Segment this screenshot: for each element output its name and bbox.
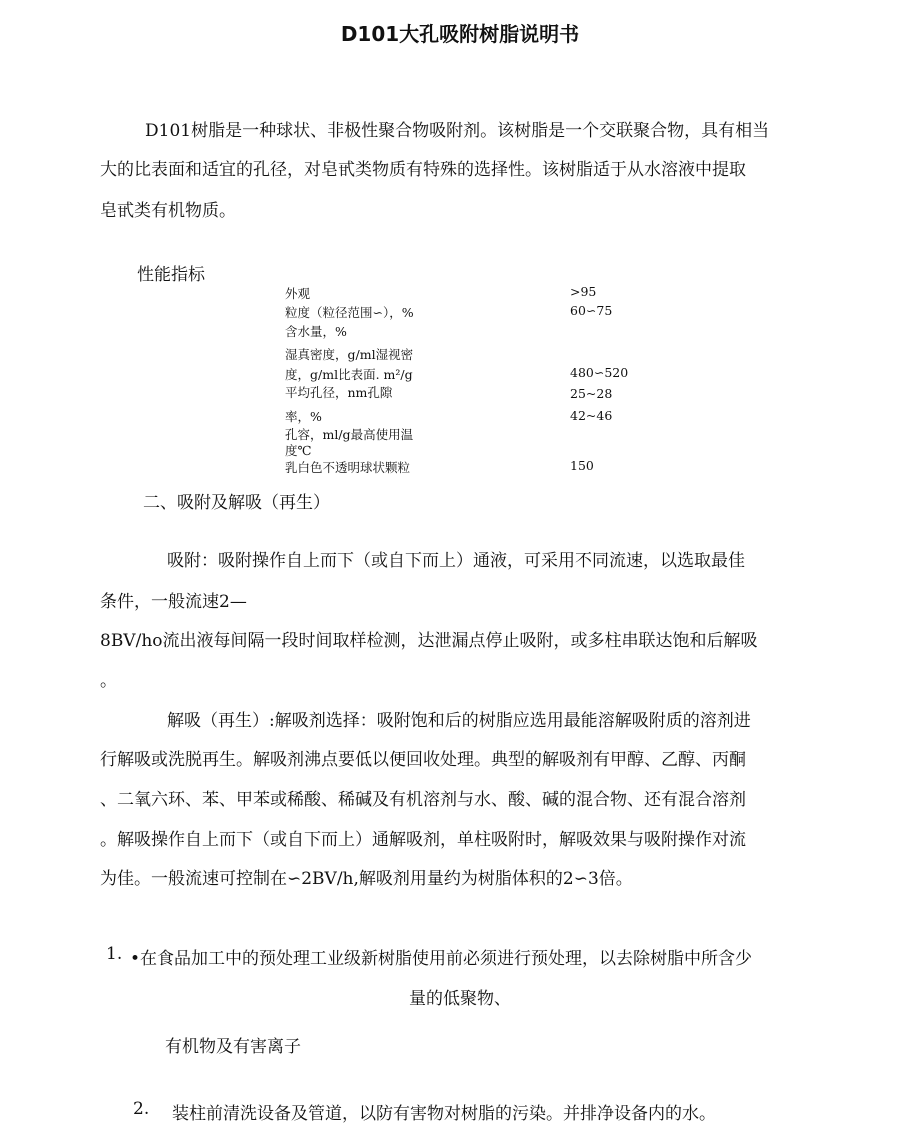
adsorption-line: 吸附：吸附操作自上而下（或自下而上）通液，可采用不同流速，以选取最佳 [167, 551, 745, 571]
spec-value: 480∽520 [570, 365, 629, 380]
spec-value: 25~28 [570, 386, 613, 401]
spec-label: 率，% [285, 409, 322, 424]
spec-value: >95 [570, 284, 597, 299]
adsorption-line: 8BV/ho流出液每间隔一段时间取样检测，达泄漏点停止吸附，或多柱串联达饱和后解吸 [100, 631, 758, 651]
spec-label: 湿真密度，g/ml湿视密 [285, 347, 414, 362]
spec-value: 150 [570, 458, 594, 473]
list-item-text: 装柱前清洗设备及管道，以防有害物对树脂的污染。并排净设备内的水。 [172, 1104, 716, 1124]
list-item-number: 1. [106, 944, 123, 964]
page-title: D101大孔吸附树脂说明书 [340, 22, 580, 46]
spec-label: 外观 [285, 286, 311, 301]
spec-label: 度℃ [285, 443, 312, 458]
spec-value: 42~46 [570, 408, 613, 423]
spec-label: 粒度（粒径范围∽），% [285, 305, 414, 320]
section-heading: 二、吸附及解吸（再生） [143, 493, 330, 513]
specs-heading: 性能指标 [137, 265, 205, 285]
list-item-text: 量的低聚物、 [409, 989, 511, 1009]
spec-value: 60∽75 [570, 303, 613, 318]
list-item-text: •在食品加工中的预处理工业级新树脂使用前必须进行预处理，以去除树脂中所含少 [130, 949, 753, 969]
spec-label: 孔容，ml/g最高使用温 [285, 427, 414, 442]
spec-label: 度，g/ml比表面. m²/g [285, 367, 413, 382]
desorption-line: 。解吸操作自上而下（或自下而上）通解吸剂，单柱吸附时，解吸效果与吸附操作对流 [100, 830, 746, 850]
list-item-text: 有机物及有害离子 [165, 1037, 301, 1057]
desorption-line: 、二氧六环、苯、甲苯或稀酸、稀碱及有机溶剂与水、酸、碱的混合物、还有混合溶剂 [100, 790, 746, 810]
desorption-line: 解吸（再生）:解吸剂选择：吸附饱和后的树脂应选用最能溶解吸附质的溶剂进 [167, 711, 751, 731]
adsorption-line: 。 [100, 671, 117, 691]
intro-line: D101树脂是一种球状、非极性聚合物吸附剂。该树脂是一个交联聚合物，具有相当 [145, 121, 770, 141]
list-item-number: 2. [133, 1099, 150, 1119]
spec-label: 含水量，% [285, 324, 347, 339]
spec-label: 平均孔径，nm孔隙 [285, 385, 393, 400]
intro-line: 皂甙类有机物质。 [100, 201, 236, 221]
adsorption-line: 条件，一般流速2— [100, 592, 247, 612]
intro-line: 大的比表面和适宜的孔径，对皂甙类物质有特殊的选择性。该树脂适于从水溶液中提取 [100, 160, 746, 180]
desorption-line: 为佳。一般流速可控制在∽2BV/h,解吸剂用量约为树脂体积的2∽3倍。 [100, 869, 633, 889]
spec-label: 乳白色不透明球状颗粒 [285, 460, 411, 475]
desorption-line: 行解吸或洗脱再生。解吸剂沸点要低以便回收处理。典型的解吸剂有甲醇、乙醇、丙酮 [100, 750, 746, 770]
